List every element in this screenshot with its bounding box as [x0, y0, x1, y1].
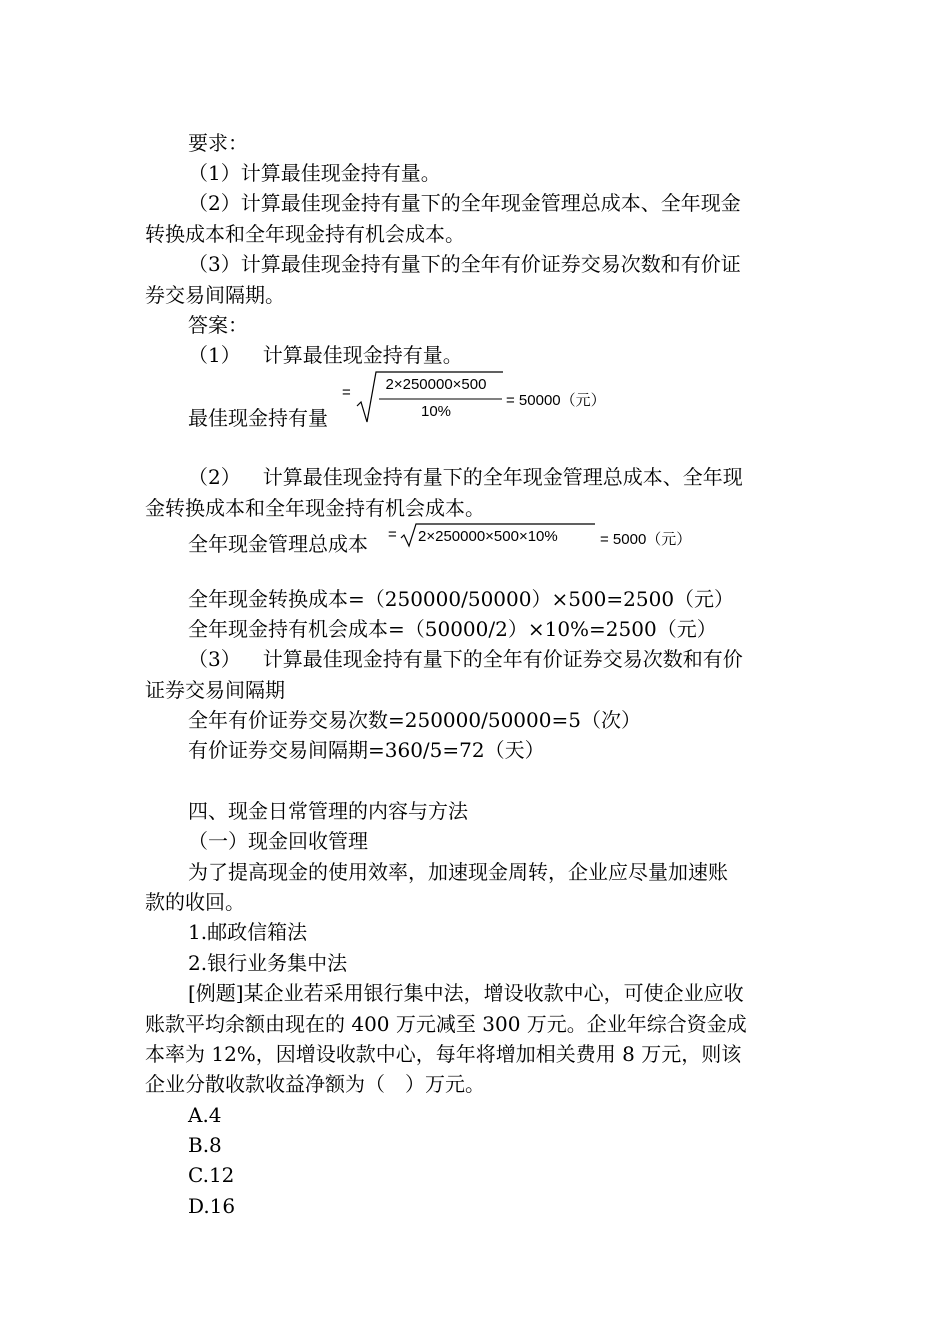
- answer-3-heading: [188, 647, 810, 671]
- option-b: B.8: [188, 1133, 222, 1157]
- formula-2-radicand: 2×250000×500×10%: [418, 528, 558, 545]
- answer-2-text: 计算最佳现金持有量下的全年现金管理总成本、全年现: [262, 465, 743, 489]
- requirement-3-line-2: 券交易间隔期。: [145, 283, 285, 307]
- answer-3-number: （3）: [188, 647, 241, 671]
- formula-2: [388, 522, 708, 552]
- formula-1-numerator: 2×250000×500: [385, 376, 487, 393]
- answer-3-text: 计算最佳现金持有量下的全年有价证券交易次数和有价: [262, 647, 743, 671]
- subsection-1-title: （一）现金回收管理: [188, 829, 368, 853]
- trade-count-calc: 全年有价证券交易次数=250000/50000=5（次）: [188, 708, 641, 732]
- trade-interval-calc: 有价证券交易间隔期=360/5=72（天）: [188, 738, 545, 762]
- formula-1-denominator: 10%: [420, 403, 452, 420]
- opportunity-cost-calc: 全年现金持有机会成本=（50000/2）×10%=2500（元）: [188, 617, 717, 641]
- method-1: 1.邮政信箱法: [188, 920, 308, 944]
- answer-2-line-2: 金转换成本和全年现金持有机会成本。: [145, 496, 485, 520]
- formula-1-equals: =: [342, 384, 351, 401]
- example-line-2: 账款平均余额由现在的 400 万元减至 300 万元。企业年综合资金成: [145, 1012, 747, 1036]
- formula-1-label: 最佳现金持有量: [188, 406, 328, 430]
- method-2: 2.银行业务集中法: [188, 951, 348, 975]
- paragraph-1-line-2: 款的收回。: [145, 890, 245, 914]
- formula-2-result: = 5000（元）: [600, 531, 692, 548]
- answer-2-heading: [188, 465, 810, 489]
- answer-3-line-2: 证券交易间隔期: [145, 678, 285, 702]
- answer-1-number: （1）: [188, 343, 241, 367]
- option-a: A.4: [188, 1103, 222, 1127]
- requirement-1: （1）计算最佳现金持有量。: [188, 161, 441, 185]
- answer-2-number: （2）: [188, 465, 241, 489]
- requirement-2-line-1: （2）计算最佳现金持有量下的全年现金管理总成本、全年现金: [188, 191, 741, 215]
- option-c: C.12: [188, 1163, 235, 1187]
- formula-1: [342, 370, 632, 430]
- answer-heading: 答案：: [188, 313, 248, 337]
- section-4-title: 四、现金日常管理的内容与方法: [188, 799, 468, 823]
- example-line-4: 企业分散收款收益净额为（ ）万元。: [145, 1072, 485, 1096]
- paragraph-1-line-1: 为了提高现金的使用效率，加速现金周转，企业应尽量加速账: [188, 860, 728, 884]
- example-line-1: [例题]某企业若采用银行集中法，增设收款中心，可使企业应收: [188, 981, 744, 1005]
- formula-2-label: 全年现金管理总成本: [188, 532, 368, 556]
- option-d: D.16: [188, 1194, 236, 1218]
- formula-1-result: = 50000（元）: [506, 392, 606, 409]
- answer-1-text: 计算最佳现金持有量。: [262, 343, 463, 367]
- requirements-heading: 要求：: [188, 131, 248, 155]
- requirement-2-line-2: 转换成本和全年现金持有机会成本。: [145, 222, 465, 246]
- answer-1-heading: [188, 343, 810, 367]
- example-line-3: 本率为 12%，因增设收款中心，每年将增加相关费用 8 万元，则该: [145, 1042, 742, 1066]
- requirement-3-line-1: （3）计算最佳现金持有量下的全年有价证券交易次数和有价证: [188, 252, 741, 276]
- formula-2-equals: =: [388, 526, 397, 543]
- conversion-cost-calc: 全年现金转换成本=（250000/50000）×500=2500（元）: [188, 587, 735, 611]
